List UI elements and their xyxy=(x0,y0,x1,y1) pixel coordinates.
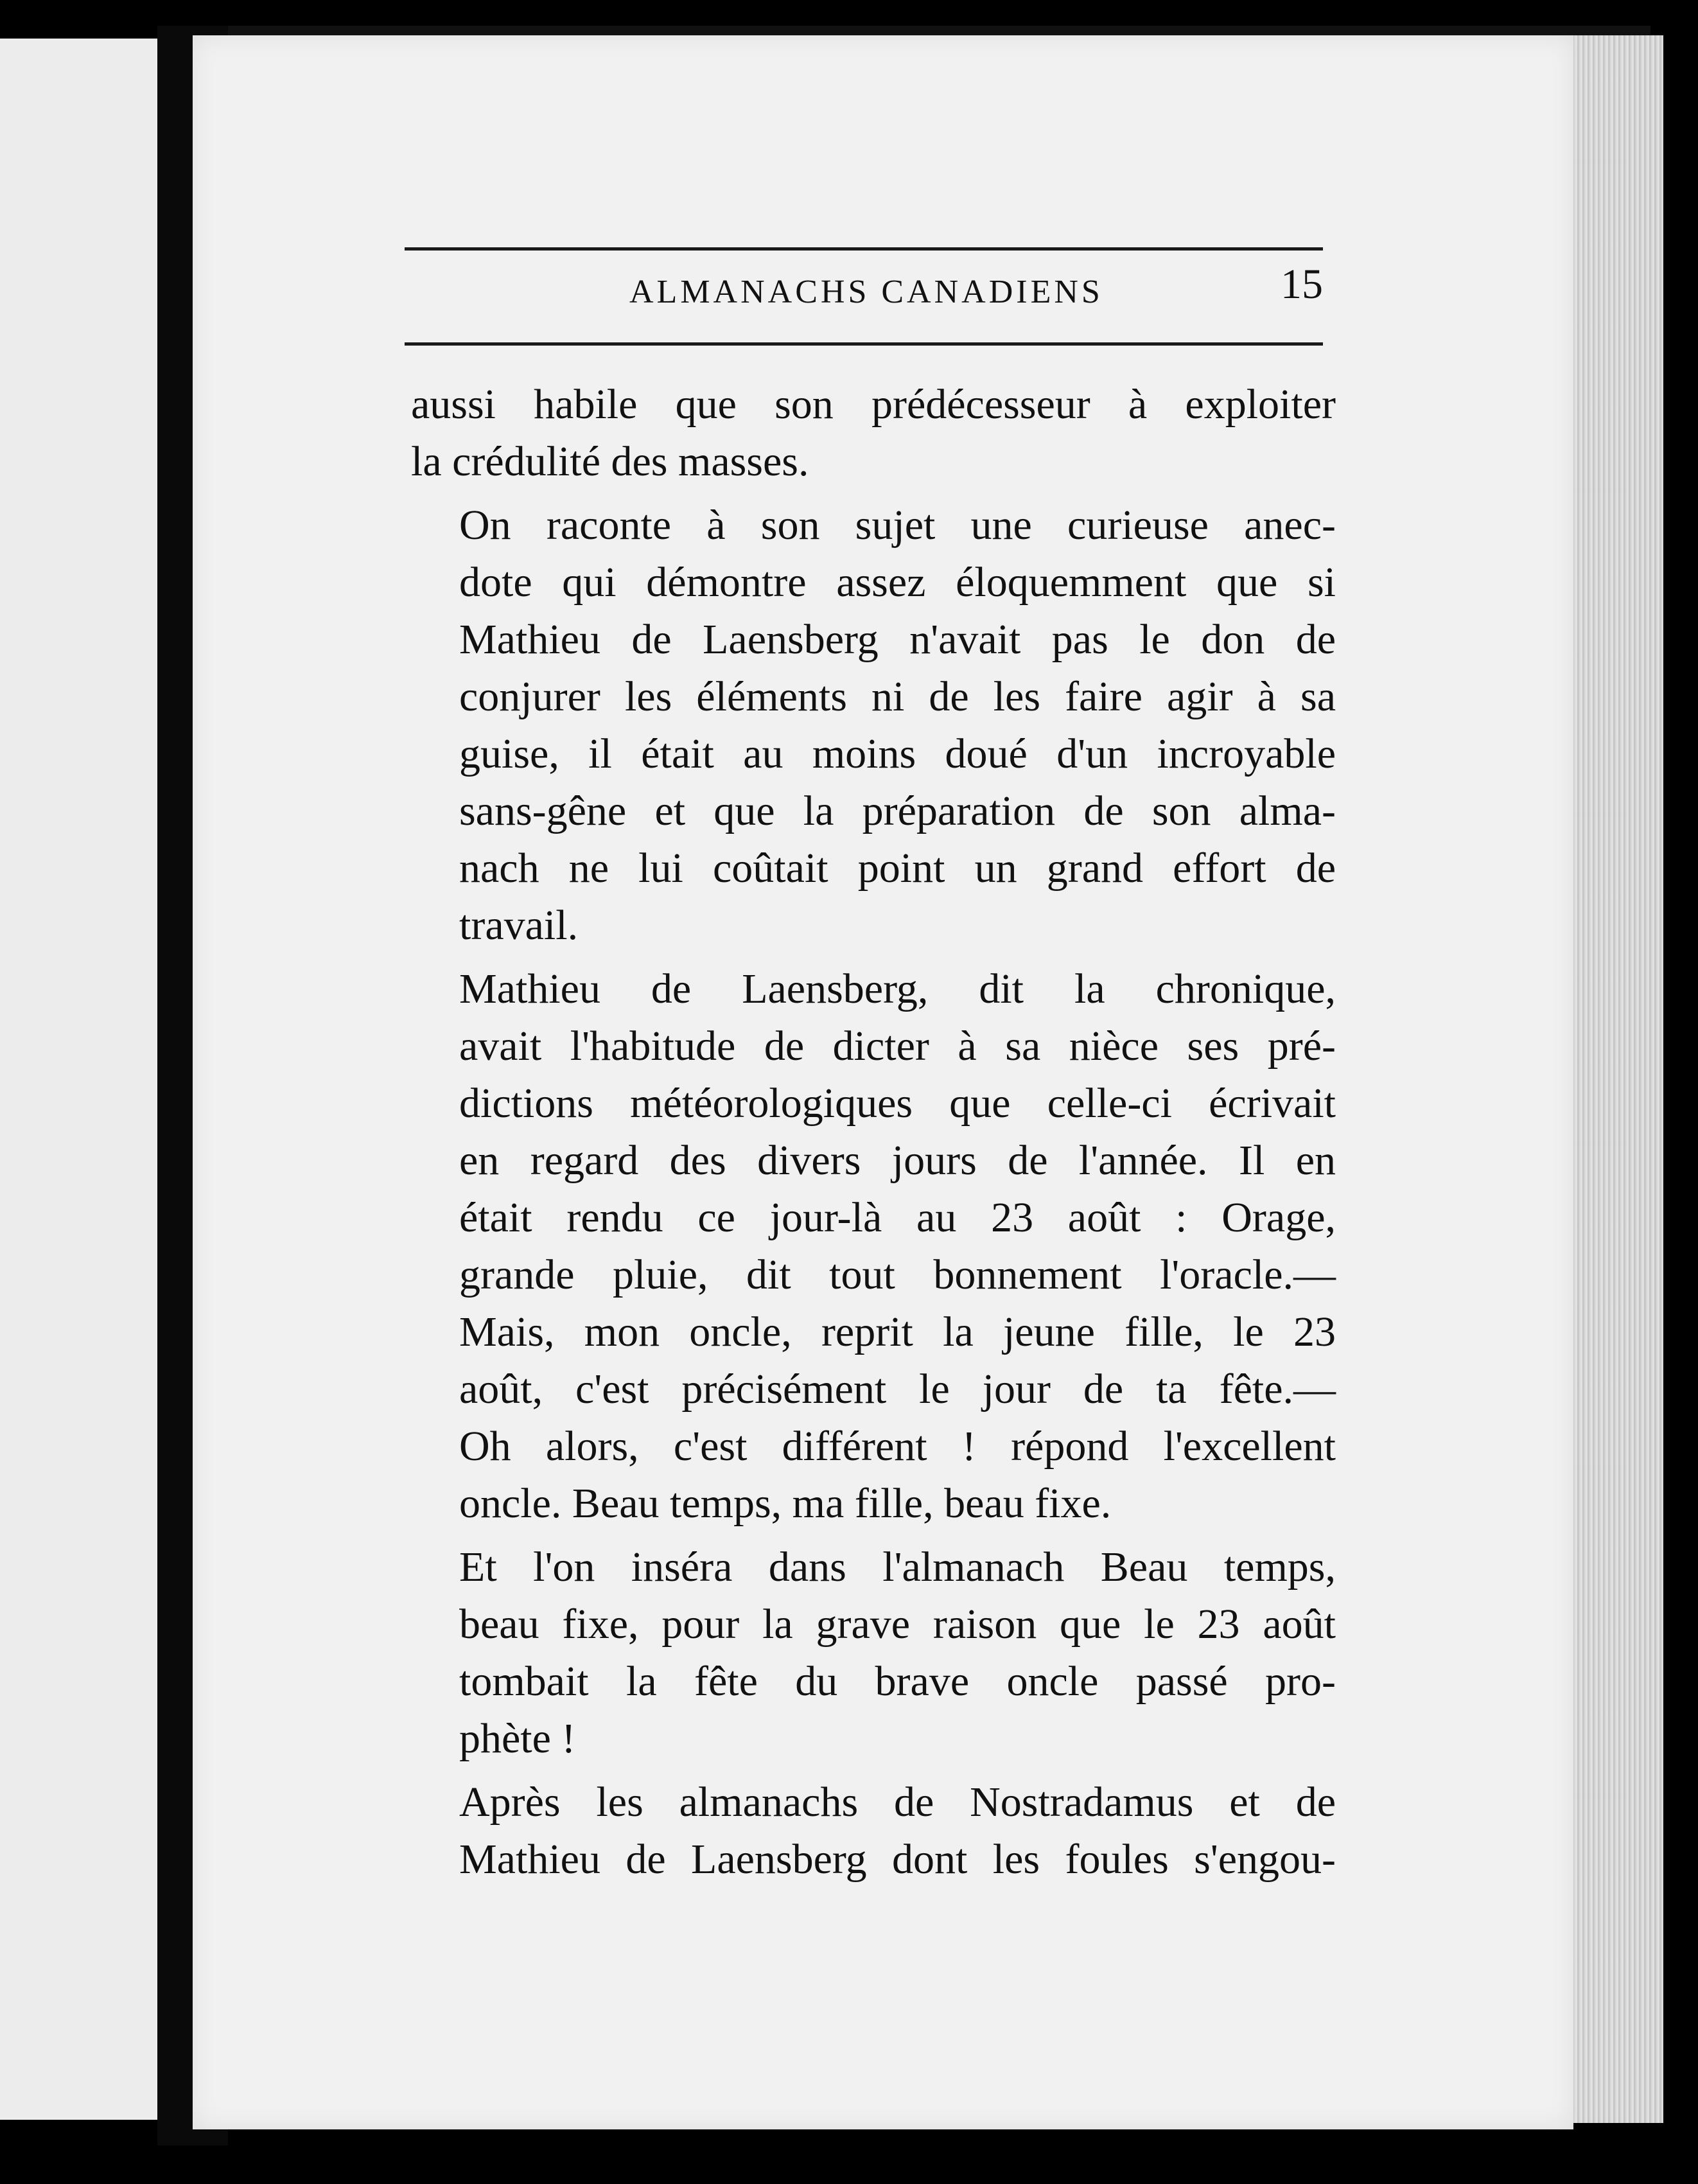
text-line: On raconte à son sujet une curieuse anec- xyxy=(459,502,1336,549)
paragraph-2 xyxy=(411,497,1336,954)
text-line: nach ne lui coûtait point un grand effort de xyxy=(459,845,1336,892)
body-text xyxy=(411,376,1336,1894)
text-line: Mathieu de Laensberg, dit la chronique, xyxy=(459,965,1336,1012)
text-line: la crédulité des masses. xyxy=(411,438,809,485)
paragraph-5 xyxy=(411,1774,1336,1888)
text-line: Et l'on inséra dans l'almanach Beau temps, xyxy=(459,1544,1336,1590)
text-line: conjurer les éléments ni de les faire agir à sa xyxy=(459,673,1336,720)
text-line: Après les almanachs de Nostradamus et de xyxy=(459,1779,1336,1826)
paragraph-1 xyxy=(411,376,1336,490)
text-line: était rendu ce jour-là au 23 août : Orage, xyxy=(459,1194,1336,1241)
text-line: en regard des divers jours de l'année. Il en xyxy=(459,1137,1336,1184)
text-line: août, c'est précisément le jour de ta fête.— xyxy=(459,1366,1336,1413)
text-line: Oh alors, c'est différent ! répond l'excellent xyxy=(459,1423,1336,1470)
text-line: Mais, mon oncle, reprit la jeune fille, le 23 xyxy=(459,1308,1336,1355)
header-rule-bottom xyxy=(405,342,1323,346)
text-line: beau fixe, pour la grave raison que le 23 août xyxy=(459,1601,1336,1648)
text-line: dote qui démontre assez éloquemment que si xyxy=(459,559,1336,606)
text-line: travail. xyxy=(459,902,579,949)
text-line: guise, il était au moins doué d'un incroyable xyxy=(459,730,1336,777)
text-line: sans-gêne et que la préparation de son alma- xyxy=(459,788,1336,834)
running-title: ALMANACHS CANADIENS xyxy=(629,274,1103,310)
paragraph-4 xyxy=(411,1538,1336,1767)
facing-page-edge xyxy=(0,39,158,2120)
running-header xyxy=(405,241,1323,350)
text-line: aussi habile que son prédécesseur à exploiter xyxy=(411,381,1336,428)
text-line: tombait la fête du brave oncle passé pro- xyxy=(459,1658,1336,1705)
header-rule-top xyxy=(405,247,1323,251)
paragraph-3 xyxy=(411,960,1336,1532)
text-line: Mathieu de Laensberg dont les foules s'engou- xyxy=(459,1836,1336,1883)
text-line: Mathieu de Laensberg n'avait pas le don de xyxy=(459,616,1336,663)
text-line: dictions météorologiques que celle-ci écrivait xyxy=(459,1080,1336,1127)
text-line: avait l'habitude de dicter à sa nièce ses pré- xyxy=(459,1023,1336,1070)
text-line: grande pluie, dit tout bonnement l'oracle.— xyxy=(459,1251,1336,1298)
text-line: phète ! xyxy=(459,1715,576,1762)
text-line: oncle. Beau temps, ma fille, beau fixe. xyxy=(459,1480,1112,1527)
page-number: 15 xyxy=(1281,261,1323,308)
